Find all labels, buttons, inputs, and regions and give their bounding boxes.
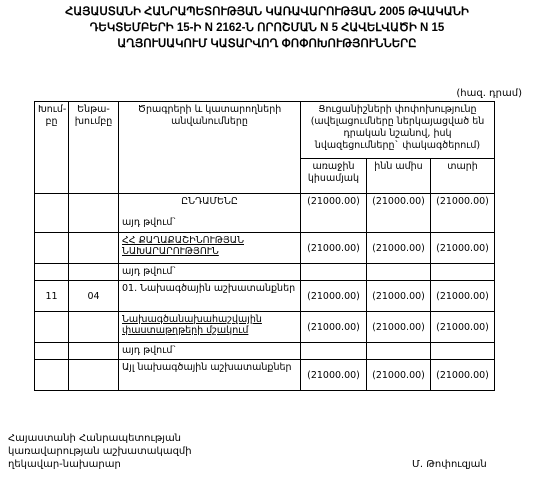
row-group <box>35 343 69 360</box>
row-nine-months: (21000.00) <box>367 312 431 343</box>
header-nine-months: ինն ամիս <box>367 159 431 194</box>
row-subgroup <box>69 312 119 343</box>
row-group <box>35 194 69 233</box>
table-row <box>35 264 495 281</box>
row-nine-months: (21000.00) <box>367 194 431 233</box>
row-name: այդ թվում` <box>119 343 301 360</box>
signatory-title <box>8 432 192 471</box>
header-row <box>35 102 495 159</box>
title-line-1: ՀԱՅԱՍՏԱՆԻ ՀԱՆՐԱՊԵՏՈՒԹՅԱՆ ԿԱՌԱՎԱՐՈՒԹՅԱՆ 2005 ԹՎԱԿԱՆԻ <box>65 6 469 18</box>
row-subgroup <box>69 360 119 391</box>
header-programs: Ծրագրերի և կատարողների անվանումները <box>119 102 301 194</box>
row-first-half: (21000.00) <box>301 360 367 391</box>
row-first-half <box>301 343 367 360</box>
row-first-half: (21000.00) <box>301 281 367 312</box>
row-year <box>431 264 495 281</box>
row-group <box>35 360 69 391</box>
row-subgroup <box>69 343 119 360</box>
row-subgroup <box>69 264 119 281</box>
row-first-half: (21000.00) <box>301 312 367 343</box>
header-first-half: առաջին կիսամյակ <box>301 159 367 194</box>
document-title <box>0 4 534 52</box>
row-nine-months: (21000.00) <box>367 233 431 264</box>
row-year <box>431 343 495 360</box>
title-line-3: ԱՂՅՈՒՍԱԿՈՒՄ ԿԱՏԱՐՎՈՂ ՓՈՓՈԽՈՒԹՅՈՒՆՆԵՐԸ <box>117 38 417 50</box>
row-year: (21000.00) <box>431 194 495 233</box>
row-group <box>35 264 69 281</box>
row-subgroup <box>69 194 119 233</box>
row-nine-months <box>367 343 431 360</box>
row-group <box>35 233 69 264</box>
table-row <box>35 194 495 233</box>
row-nine-months: (21000.00) <box>367 281 431 312</box>
table-row <box>35 233 495 264</box>
row-first-half <box>301 264 367 281</box>
table-row <box>35 281 495 312</box>
signatory-title-line: կառավարության աշխատակազմի <box>8 446 192 457</box>
row-year: (21000.00) <box>431 281 495 312</box>
row-nine-months: (21000.00) <box>367 360 431 391</box>
row-subgroup: 04 <box>69 281 119 312</box>
row-name: Այլ նախագծային աշխատանքներ <box>119 360 301 391</box>
row-name: Նախագծանախահաշվային փաստաթղթերի մշակում <box>119 312 301 343</box>
row-year: (21000.00) <box>431 360 495 391</box>
header-changes: Ցուցանիշների փոփոխությունը (ավելացումները ներկայացված են դրական նշանով, իսկ նվազեցումները` փակագծերում) <box>301 102 495 159</box>
row-group: 11 <box>35 281 69 312</box>
unit-label: (հազ. դրամ) <box>456 88 522 99</box>
signatory-title-line: Հայաստանի Հանրապետության <box>8 433 182 444</box>
header-year: տարի <box>431 159 495 194</box>
row-name-total: ԸՆԴԱՄԵՆԸ <box>181 196 238 207</box>
row-name: այդ թվում` <box>119 264 301 281</box>
title-line-2: ԴԵԿՏԵՄԲԵՐԻ 15-Ի N 2162-Ն ՈՐՈՇՄԱՆ N 5 ՀԱՎԵԼՎԱԾԻ N 15 <box>89 22 445 34</box>
row-year: (21000.00) <box>431 233 495 264</box>
signatory-name: Մ. Թոփուզյան <box>412 459 487 470</box>
row-group <box>35 312 69 343</box>
row-name: ՀՀ ՔԱՂԱՔԱՇԻՆՈՒԹՅԱՆ ՆԱԽԱՐԱՐՈՒԹՅՈՒՆ <box>119 233 301 264</box>
row-first-half: (21000.00) <box>301 194 367 233</box>
row-first-half: (21000.00) <box>301 233 367 264</box>
header-subgroup: Ենթա-խումբը <box>69 102 119 194</box>
row-name: 01. Նախագծային աշխատանքներ <box>119 281 301 312</box>
row-nine-months <box>367 264 431 281</box>
row-year: (21000.00) <box>431 312 495 343</box>
table-row <box>35 312 495 343</box>
row-name <box>119 194 301 233</box>
table-row <box>35 360 495 391</box>
header-group: Խում-բը <box>35 102 69 194</box>
row-subgroup <box>69 233 119 264</box>
changes-table <box>34 101 495 391</box>
table-row <box>35 343 495 360</box>
row-name-including: այդ թվում` <box>122 217 178 228</box>
signatory-title-line: ղեկավար-նախարար <box>8 459 121 470</box>
